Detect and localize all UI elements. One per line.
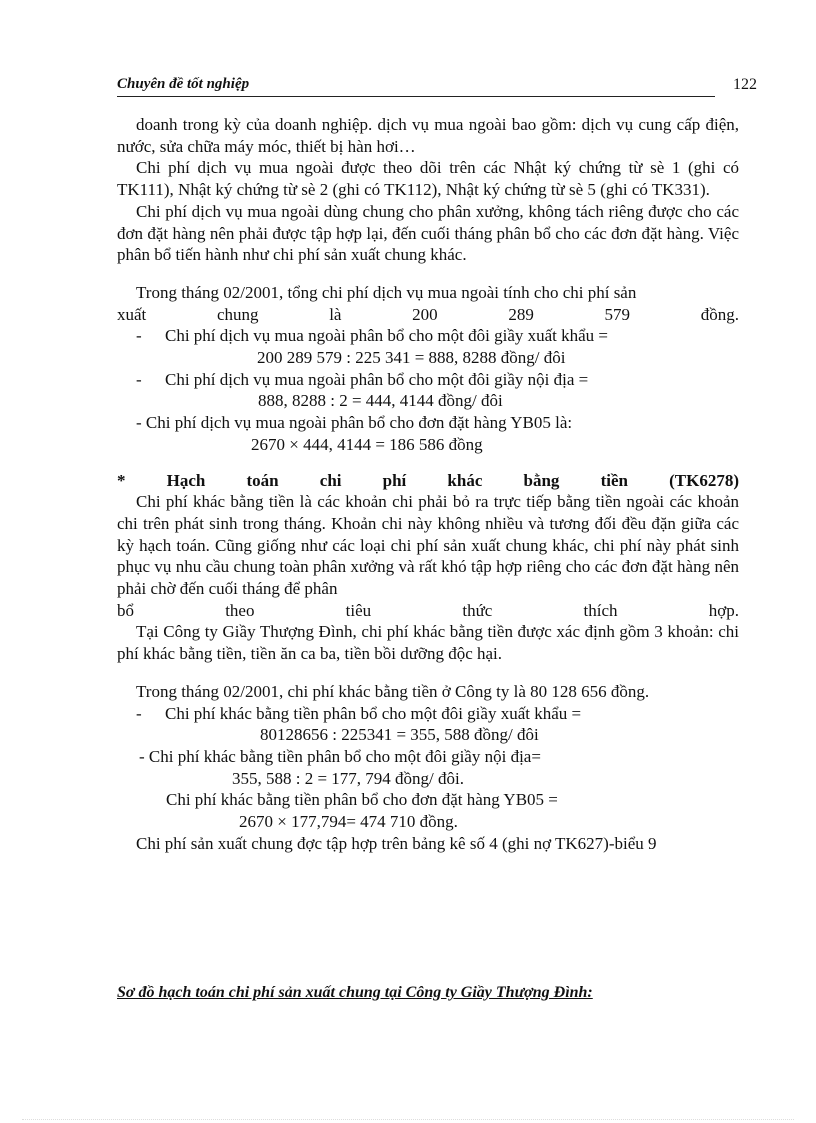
page-edge xyxy=(22,1119,794,1120)
bullet-item: - Chi phí dịch vụ mua ngoài phân bổ cho một đôi giầy nội địa = xyxy=(136,369,589,389)
bullet-item: - Chi phí khác bằng tiền phân bổ cho một đôi giầy xuất khẩu = xyxy=(136,703,582,723)
calculation: 80128656 : 225341 = 355, 588 đồng/ đôi xyxy=(260,725,539,745)
calculation: 200 289 579 : 225 341 = 888, 8288 đồng/ đôi xyxy=(257,348,566,368)
paragraph: Chi phí khác bằng tiền là các khoản chi phải bỏ ra trực tiếp bằng tiền ngoài các khoản chi trên phát sinh trong tháng. Khoản chi này không nhiều và tương đối đều đặn giữa các kỳ hạch toán. Cũng giống như các loại chi phí sản xuất chung khác, chi phí này phát sinh phục vụ nhu cầu chung toàn phân xưởng và rất khó tập hợp riêng cho các đơn đặt hàng nên phải chờ đến cuối tháng để phân xyxy=(117,492,739,599)
page-header xyxy=(117,76,715,97)
bullet-text: Chi phí dịch vụ mua ngoài phân bổ cho một đôi giầy nội địa = xyxy=(165,369,589,389)
bullet-text: Chi phí dịch vụ mua ngoài phân bổ cho một đôi giầy xuất khẩu = xyxy=(165,326,609,346)
bullet-text: Chi phí khác bằng tiền phân bổ cho một đôi giầy xuất khẩu = xyxy=(165,703,582,723)
bullet-item: - Chi phí dịch vụ mua ngoài phân bổ cho một đôi giầy xuất khẩu = xyxy=(136,326,609,346)
paragraph: Chi phí sản xuất chung đợc tập hợp trên bảng kê số 4 (ghi nợ TK627)-biểu 9 xyxy=(136,833,657,853)
calculation: 355, 588 : 2 = 177, 794 đồng/ đôi. xyxy=(232,768,465,788)
paragraph: Chi phí dịch vụ mua ngoài được theo dõi trên các Nhật ký chứng từ sè 1 (ghi có TK111), Nhật ký chứng từ sè 2 (ghi có TK112), Nhật ký chứng từ sè 5 (ghi có TK331). xyxy=(117,158,739,200)
bullet-item: - Chi phí khác bằng tiền phân bổ cho một đôi giầy nội địa= xyxy=(139,746,541,766)
paragraph: xuất chung là 200 289 579 đồng. xyxy=(117,304,739,324)
calculation: 2670 × 177,794= 474 710 đồng. xyxy=(239,812,458,832)
bullet-item: - Chi phí dịch vụ mua ngoài phân bổ cho đơn đặt hàng YB05 là: xyxy=(136,413,573,433)
paragraph: doanh trong kỳ của doanh nghiệp. dịch vụ mua ngoài bao gồm: dịch vụ cung cấp điện, nước, sửa chữa máy móc, thiết bị hàn hơi… xyxy=(117,115,739,156)
calculation: 2670 × 444, 4144 = 186 586 đồng xyxy=(251,434,483,454)
calculation: 888, 8288 : 2 = 444, 4144 đồng/ đôi xyxy=(258,391,503,411)
header-title: Chuyên đề tốt nghiệp xyxy=(117,76,250,92)
paragraph: Trong tháng 02/2001, chi phí khác bằng tiền ở Công ty là 80 128 656 đồng. xyxy=(136,681,650,701)
section-heading: * Hạch toán chi phí khác bằng tiền (TK6278) xyxy=(117,470,739,490)
bullet-item: Chi phí khác bằng tiền phân bổ cho đơn đặt hàng YB05 = xyxy=(166,790,558,810)
paragraph: Chi phí dịch vụ mua ngoài dùng chung cho phân xưởng, không tách riêng được cho các đơn đặt hàng nên phải được tập hợp lại, đến cuối tháng phân bổ cho các đơn đặt hàng. Việc phân bổ tiến hành như chi phí sản xuất chung khác. xyxy=(117,201,739,265)
diagram-title: Sơ đồ hạch toán chi phí sản xuất chung tại Công ty Giầy Thượng Đình: xyxy=(117,984,593,1001)
page-number: 122 xyxy=(733,76,757,93)
paragraph: Tại Công ty Giầy Thượng Đình, chi phí khác bằng tiền được xác định gồm 3 khoản: chi phí khác bằng tiền, tiền ăn ca ba, tiền bồi dưỡng độc hại. xyxy=(117,622,739,664)
paragraph: Trong tháng 02/2001, tổng chi phí dịch vụ mua ngoài tính cho chi phí sản xyxy=(136,282,637,302)
paragraph: bổ theo tiêu thức thích hợp. xyxy=(117,600,739,620)
document-body xyxy=(117,114,739,855)
